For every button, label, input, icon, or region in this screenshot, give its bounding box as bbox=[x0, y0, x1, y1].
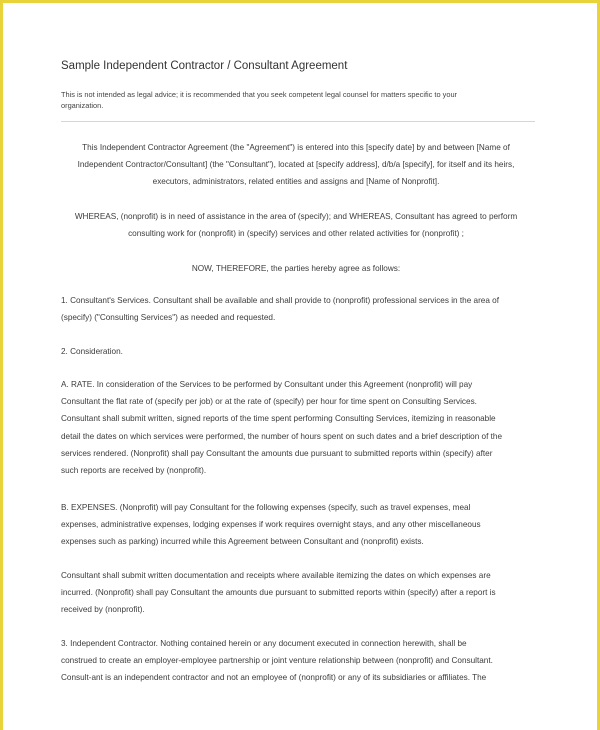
whereas-line: WHEREAS, (nonprofit) is in need of assistance in the area of (specify); and WHEREAS, Consultant has agreed to perform bbox=[74, 212, 518, 221]
consideration-line: 2. Consideration. bbox=[61, 347, 123, 356]
documentation-line: incurred. (Nonprofit) shall pay Consultant the amounts due pursuant to submitted reports within (specify) after a report is bbox=[61, 588, 496, 598]
rate-line: Consultant shall submit written, signed reports of the time spent performing Consulting Services, itemizing in reasonable bbox=[61, 414, 496, 424]
rate-line: A. RATE. In consideration of the Services to be performed by Consultant under this Agreement (nonprofit) will pay bbox=[61, 380, 473, 389]
independent-line: 3. Independent Contractor. Nothing contained herein or any document executed in connection herewith, shall be bbox=[61, 639, 467, 648]
whereas-paragraph bbox=[61, 208, 531, 242]
intro-line: Independent Contractor/Consultant] (the "Consultant"), located at [specify address], d/b/a [specify], for itself and its heirs, bbox=[77, 160, 515, 170]
documentation-line: received by (nonprofit). bbox=[61, 605, 145, 615]
rate-line: detail the dates on which services were performed, the number of hours spent on such dates and a brief description of the bbox=[61, 431, 503, 441]
now-therefore-line: NOW, THEREFORE, the parties hereby agree as follows: bbox=[191, 264, 401, 273]
title-divider bbox=[61, 121, 535, 122]
expenses-line: B. EXPENSES. (Nonprofit) will pay Consultant for the following expenses (specify, such as travel expenses, meal bbox=[61, 503, 471, 512]
documentation-paragraph bbox=[61, 567, 531, 619]
expenses-line: expenses, administrative expenses, lodging expenses if work requires overnight stays, and any other miscellaneous bbox=[61, 520, 481, 530]
rate-line: services rendered. (Nonprofit) shall pay Consultant the amounts due pursuant to submitted reports within (specify) after bbox=[61, 448, 493, 458]
now-therefore-paragraph bbox=[61, 260, 531, 277]
independent-line: Consult-ant is an independent contractor and not an employee of (nonprofit) or any of its subsidiaries or affiliates. The bbox=[61, 673, 487, 683]
intro-line: executors, administrators, related entities and assigns and [Name of Nonprofit]. bbox=[152, 177, 440, 187]
services-line: (specify) ("Consulting Services") as needed and requested. bbox=[61, 313, 276, 323]
services-paragraph bbox=[61, 292, 531, 326]
rate-line: such reports are received by (nonprofit). bbox=[61, 466, 207, 476]
intro-paragraph bbox=[61, 139, 531, 191]
consideration-heading bbox=[61, 343, 531, 360]
whereas-line: consulting work for (nonprofit) in (specify) services and other related activities for (nonprofit) ; bbox=[128, 229, 464, 239]
rate-paragraph bbox=[61, 376, 531, 479]
legal-disclaimer: This is not intended as legal advice; it is recommended that you seek competent legal counsel for matters specific to your organization. bbox=[61, 90, 458, 110]
expenses-line: expenses such as parking) incurred while this Agreement between Consultant and (nonprofit) exists. bbox=[61, 537, 424, 547]
services-line: 1. Consultant's Services. Consultant shall be available and shall provide to (nonprofit) professional services in the area of bbox=[61, 296, 500, 305]
documentation-line: Consultant shall submit written documentation and receipts where available itemizing the dates on which expenses are bbox=[61, 571, 491, 580]
document-title: Sample Independent Contractor / Consultant Agreement bbox=[61, 60, 348, 72]
independent-line: construed to create an employer-employee partnership or joint venture relationship between (nonprofit) and Consultant. bbox=[61, 656, 493, 666]
independent-contractor-paragraph bbox=[61, 635, 531, 687]
rate-line: Consultant the flat rate of (specify per job) or at the rate of (specify) per hour for time spent on Consulting Services. bbox=[61, 397, 477, 407]
expenses-paragraph bbox=[61, 499, 531, 551]
intro-line: This Independent Contractor Agreement (the "Agreement") is entered into this [specify date] by and between [Name of bbox=[82, 143, 510, 152]
